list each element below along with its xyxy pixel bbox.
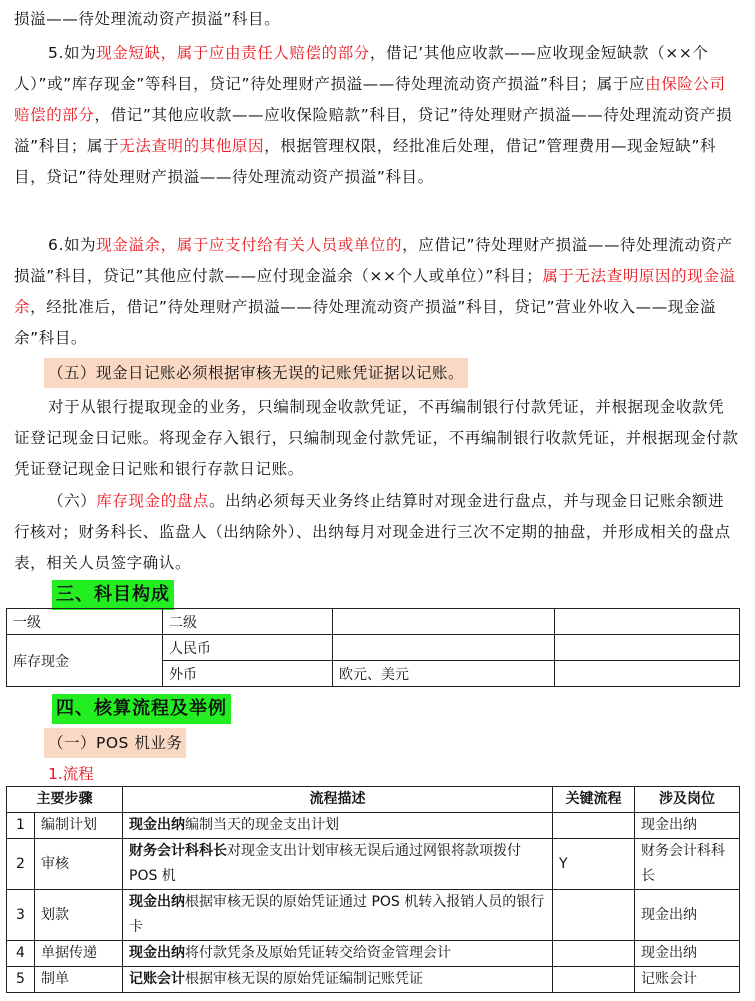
- row-number: 1: [7, 813, 35, 839]
- step-description: [123, 941, 553, 967]
- step-name: 审核: [35, 839, 123, 890]
- description-text: 编制当天的现金支出计划: [185, 817, 339, 833]
- role-label: 现金出纳: [129, 894, 185, 910]
- table-cell: [333, 609, 555, 635]
- table-cell: 外币: [163, 661, 333, 687]
- table-cell: [333, 635, 555, 661]
- process-table: [6, 786, 740, 993]
- role-label: 现金出纳: [129, 817, 185, 833]
- paragraph-top: [14, 4, 740, 35]
- key-flag: [553, 941, 635, 967]
- table-header-row: [7, 787, 740, 813]
- highlight-text: 属于应支付给有关人员或单位的: [176, 236, 403, 254]
- table-row: [7, 813, 740, 839]
- description-text: 将付款凭条及原始凭证转交给资金管理会计: [185, 945, 451, 961]
- text-run: ，借记’其他应收款——应收现金短缺款（××个人）”或”库存现金”等科目，贷记”待处理财产损溢——待处理流动资产损溢”科目；属于应: [14, 44, 709, 93]
- key-flag: [553, 967, 635, 993]
- text-run: ，: [160, 236, 177, 254]
- table-cell: 人民币: [163, 635, 333, 661]
- table-row: [7, 839, 740, 890]
- table-cell: [555, 635, 740, 661]
- column-header: 关键流程: [553, 787, 635, 813]
- role-label: 现金出纳: [129, 945, 185, 961]
- row-number: 2: [7, 839, 35, 890]
- section-heading-5: （五）现金日记账必须根据审核无误的记账凭证据以记账。: [44, 358, 468, 388]
- step-name: 制单: [35, 967, 123, 993]
- paragraph-section-5: [14, 392, 740, 485]
- column-header: 流程描述: [123, 787, 553, 813]
- key-flag: [553, 890, 635, 941]
- role-cell: 财务会计科科长: [635, 839, 740, 890]
- step-description: [123, 967, 553, 993]
- row-number: 5: [7, 967, 35, 993]
- step-name: 单据传递: [35, 941, 123, 967]
- table-row: [7, 890, 740, 941]
- process-heading: 1.流程: [48, 765, 94, 783]
- table-row: [7, 967, 740, 993]
- text-run: （六）: [48, 492, 97, 510]
- step-description: [123, 839, 553, 890]
- role-cell: 现金出纳: [635, 890, 740, 941]
- table-cell: 欧元、美元: [333, 661, 555, 687]
- row-number: 3: [7, 890, 35, 941]
- role-cell: 现金出纳: [635, 941, 740, 967]
- role-cell: 记账会计: [635, 967, 740, 993]
- role-label: 记账会计: [129, 971, 185, 987]
- table-row: [7, 635, 740, 661]
- step-description: [123, 890, 553, 941]
- table-cell: [555, 661, 740, 687]
- key-flag: [553, 813, 635, 839]
- paragraph-item-5: [14, 38, 740, 193]
- highlight-text: 现金溢余: [96, 236, 161, 254]
- paragraph-item-6: [14, 230, 740, 354]
- highlight-text: 无法查明的其他原因: [119, 137, 265, 155]
- highlight-text: 库存现金的盘点: [96, 492, 210, 510]
- subsection-heading-pos: （一）POS 机业务: [44, 728, 186, 758]
- text-run: ，根据管理权限，经批准后处理，借记”管理费用—现金短缺”科目，贷记”待处理财产损溢——待处理流动资产损溢”科目。: [14, 137, 717, 186]
- table-cell: [555, 609, 740, 635]
- table-row: [7, 941, 740, 967]
- column-header: 主要步骤: [7, 787, 123, 813]
- table-row: [7, 609, 740, 635]
- text-run: ，借记”其他应收款——应收保险赔款”科目，贷记”待处理财产损溢——待处理流动资产损溢”科目；属于: [14, 106, 733, 155]
- description-text: 对现金支出计划审核无误后通过网银将款项拨付 POS 机: [129, 843, 521, 884]
- role-label: 财务会计科科长: [129, 843, 227, 859]
- highlight-text: 属于无法查明原因的现金溢余: [14, 267, 736, 316]
- row-number: 4: [7, 941, 35, 967]
- text-run: 。出纳必须每天业务终止结算时对现金进行盘点，并与现金日记账余额进行核对；财务科长、监盘人（出纳除外）、出纳每月对现金进行三次不定期的抽盘，并形成相关的盘点表，相关人员签字确认。: [14, 492, 731, 572]
- part-4-heading: 四、核算流程及举例: [52, 694, 231, 724]
- text-line: 损溢——待处理流动资产损溢”科目。: [14, 10, 281, 28]
- key-flag: Y: [553, 839, 635, 890]
- highlight-text: 现金短缺，属于应由责任人赔偿的部分: [96, 44, 370, 62]
- description-text: 根据审核无误的原始凭证编制记账凭证: [185, 971, 423, 987]
- text-run: ，应借记”待处理财产损溢——待处理流动资产损溢”科目，贷记”其他应付款——应付现金溢余（××个人或单位）”科目；: [14, 236, 733, 285]
- table-cell: 一级: [7, 609, 163, 635]
- highlight-text: 由保险公司赔偿的部分: [14, 75, 726, 124]
- account-structure-table: [6, 608, 740, 687]
- text-run: 6.如为: [48, 236, 97, 254]
- step-description: [123, 813, 553, 839]
- column-header: 涉及岗位: [635, 787, 740, 813]
- part-3-heading: 三、科目构成: [52, 580, 174, 610]
- step-name: 划款: [35, 890, 123, 941]
- paragraph-section-6: [14, 486, 740, 579]
- text-run: 对于从银行提取现金的业务，只编制现金收款凭证，不再编制银行付款凭证，并根据现金收款凭证登记现金日记账。将现金存入银行，只编制现金付款凭证，不再编制银行收款凭证，并根据现金付款凭证登记现金日记账和银行存款日记账。: [14, 398, 739, 478]
- text-run: ，经批准后，借记”待处理财产损溢——待处理流动资产损溢”科目，贷记”营业外收入——现金溢余”科目。: [14, 298, 717, 347]
- role-cell: 现金出纳: [635, 813, 740, 839]
- table-cell: 库存现金: [7, 635, 163, 687]
- step-name: 编制计划: [35, 813, 123, 839]
- table-cell: 二级: [163, 609, 333, 635]
- text-run: 5.如为: [48, 44, 97, 62]
- description-text: 根据审核无误的原始凭证通过 POS 机转入报销人员的银行卡: [129, 894, 545, 935]
